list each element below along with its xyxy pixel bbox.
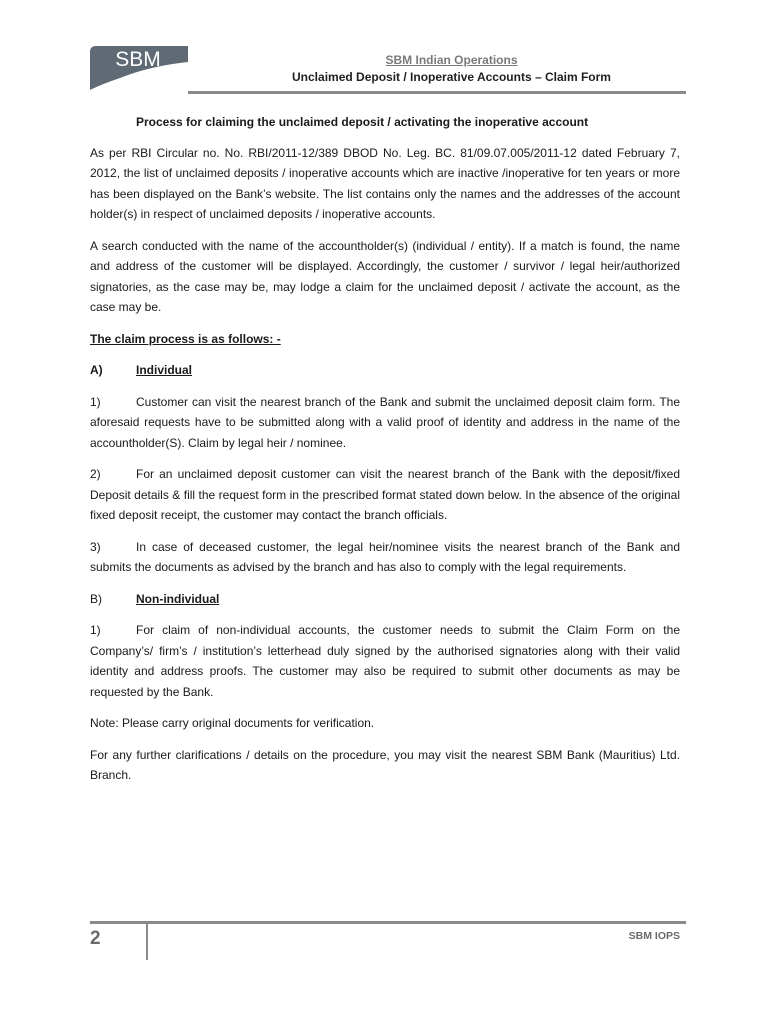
section-a-title: Individual	[136, 363, 193, 377]
section-b-heading	[90, 589, 680, 610]
list-item	[90, 537, 680, 578]
closing-paragraph: For any further clarifications / details on the procedure, you may visit the nearest SBM Bank (Mauritius) Ltd. Branch.	[90, 747, 680, 782]
section-a-letter: A)	[90, 363, 103, 377]
paragraph-search: A search conducted with the name of the accountholder(s) (individual / entity). If a match is found, the name and address of the customer will be displayed. Accordingly, the customer / survivor / legal heir/authorized signatories, as the case may be, may lodge a claim for the unclaimed deposit / activate the account, as the case may be.	[90, 238, 680, 314]
section-b-title: Non-individual	[136, 591, 220, 606]
org-name: SBM Indian Operations	[385, 53, 518, 67]
section-a-heading	[90, 360, 680, 381]
item-number: 1)	[90, 623, 101, 637]
item-text: In case of deceased customer, the legal heir/nominee visits the nearest branch of the Bank and submits the documents as advised by the branch and has also to comply with the legal requirements.	[90, 539, 680, 574]
document-body	[90, 112, 680, 797]
item-number: 1)	[90, 394, 101, 409]
process-heading: Process for claiming the unclaimed deposit / activating the inoperative account	[136, 115, 589, 129]
footer-separator	[146, 924, 148, 960]
footer-label: SBM IOPS	[628, 930, 680, 942]
section-b-letter: B)	[90, 591, 102, 606]
logo-text: SBM	[115, 48, 161, 71]
item-text: Customer can visit the nearest branch of the Bank and submit the unclaimed deposit claim form. The aforesaid requests have to be submitted along with a valid proof of identity and address in the name of the accountholder(S). Claim by legal heir / nominee.	[90, 394, 680, 450]
list-item	[90, 392, 680, 454]
item-number: 3)	[90, 539, 101, 554]
form-title: Unclaimed Deposit / Inoperative Accounts – Claim Form	[292, 70, 611, 84]
item-text: For claim of non-individual accounts, the customer needs to submit the Claim Form on the Company’s/ firm’s / institution’s letterhead duly signed by the authorised signatories along with their valid identity and address proofs. The customer may also be required to submit other documents as may be requested by the Bank.	[90, 623, 680, 699]
header-divider	[188, 91, 686, 94]
paragraph-rbi-circular: As per RBI Circular no. No. RBI/2011-12/389 DBOD No. Leg. BC. 81/09.07.005/2011-12 dated February 7, 2012, the list of unclaimed deposits / inoperative accounts which are inactive /inoperative for ten years or more has been displayed on the Bank’s website. The list contains only the names and the addresses of the account holder(s) in respect of unclaimed deposits / inoperative accounts.	[90, 145, 680, 221]
list-item	[90, 620, 680, 702]
footer-divider	[90, 921, 686, 924]
item-number: 2)	[90, 467, 101, 481]
page-number: 2	[90, 928, 101, 949]
note: Note: Please carry original documents for verification.	[90, 716, 375, 730]
claim-process-heading: The claim process is as follows: -	[90, 331, 281, 346]
list-item	[90, 464, 680, 526]
item-text: For an unclaimed deposit customer can visit the nearest branch of the Bank with the deposit/fixed Deposit details & fill the request form in the prescribed format stated down below. In the absence of the original fixed deposit receipt, the customer may contact the branch officials.	[90, 467, 680, 522]
